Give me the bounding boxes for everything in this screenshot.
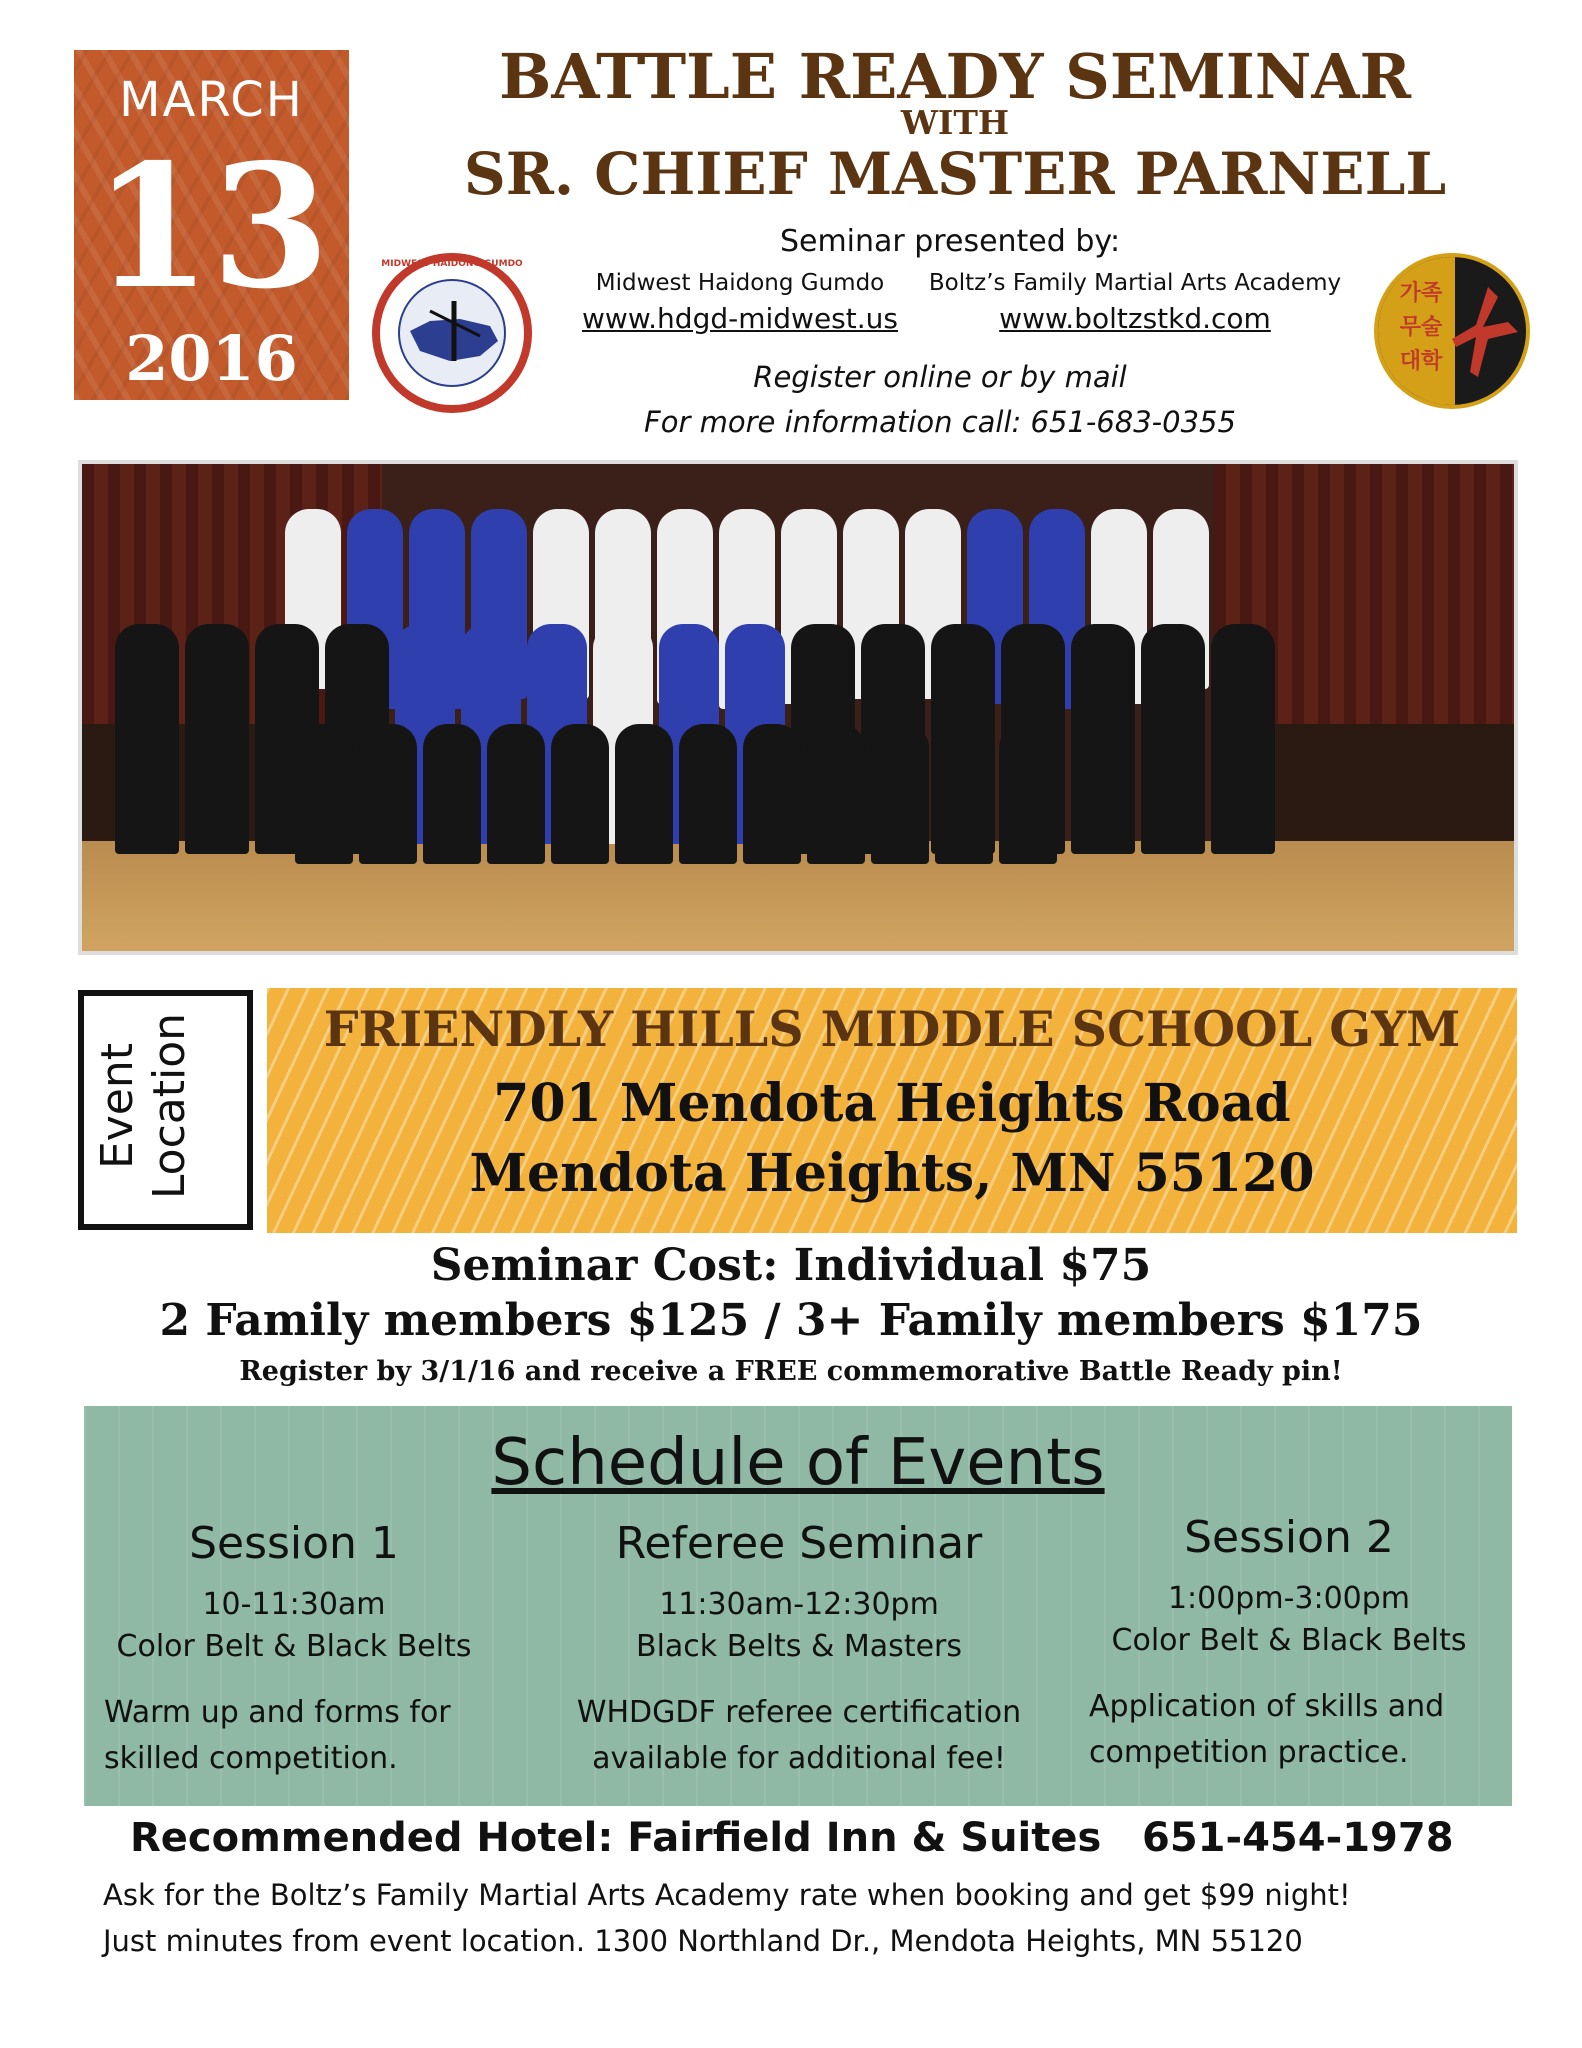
cost-individual: Seminar Cost: Individual $75 [430, 1240, 1152, 1291]
org2-website-link[interactable]: www.boltzstkd.com [999, 302, 1271, 335]
date-day: 13 [93, 127, 330, 327]
address-line1: 701 Mendota Heights Road [493, 1073, 1291, 1134]
hotel-name: Recommended Hotel: Fairfield Inn & Suites [130, 1815, 1102, 1861]
hotel-location-note: Just minutes from event location. 1300 Northland Dr., Mendota Heights, MN 55120 [103, 1924, 1303, 1958]
hotel-rate-note: Ask for the Boltz’s Family Martial Arts Academy rate when booking and get $99 night! [103, 1878, 1351, 1912]
logo-hangul: 가족 무술 대학 [1399, 281, 1443, 374]
promo-note: Register by 3/1/16 and receive a FREE commemorative Battle Ready pin! [239, 1356, 1343, 1387]
session-audience: Black Belts & Masters [635, 1629, 962, 1664]
session-name: Session 2 [1184, 1512, 1394, 1563]
schedule-title: Schedule of Events [491, 1426, 1105, 1500]
cost-family: 2 Family members $125 / 3+ Family members $175 [159, 1295, 1423, 1346]
session-audience: Color Belt & Black Belts [116, 1629, 472, 1664]
date-month: MARCH [119, 72, 304, 128]
session-time: 11:30am-12:30pm [659, 1587, 939, 1622]
address-line2: Mendota Heights, MN 55120 [469, 1143, 1315, 1204]
register-note: Register online or by mail [753, 360, 1127, 394]
session-description: Warm up and forms for skilled competition. [104, 1695, 451, 1776]
title-main: BATTLE READY SEMINAR [498, 40, 1412, 113]
schedule-panel [84, 1406, 1512, 1806]
venue-name: FRIENDLY HILLS MIDDLE SCHOOL GYM [323, 1000, 1461, 1058]
session-audience: Color Belt & Black Belts [1111, 1623, 1467, 1658]
hotel-phone: 651-454-1978 [1142, 1815, 1454, 1861]
kicker-icon [1448, 277, 1524, 387]
title-instructor: SR. CHIEF MASTER PARNELL [463, 140, 1447, 208]
org1-website-link[interactable]: www.hdgd-midwest.us [582, 302, 898, 335]
date-year: 2016 [125, 322, 298, 395]
referee-seminar [544, 1518, 1054, 1782]
date-block [74, 50, 349, 400]
session-time: 1:00pm-3:00pm [1167, 1581, 1411, 1616]
session-name: Session 1 [189, 1518, 399, 1569]
haidong-gumdo-logo [372, 253, 532, 413]
location-banner [267, 988, 1517, 1233]
session-description: Application of skills and competition practice. [1089, 1689, 1445, 1770]
presented-by: Seminar presented by: [779, 224, 1121, 259]
info-phone: For more information call: 651-683-0355 [644, 405, 1236, 439]
org1-name: Midwest Haidong Gumdo [595, 270, 885, 296]
logo-ring-text: MIDWEST HAIDONG GUMDO [381, 259, 523, 269]
session-1 [94, 1518, 494, 1782]
group-photo [78, 460, 1518, 955]
map-icon [398, 279, 506, 387]
event-location-label [78, 990, 253, 1230]
event-location-text: Event Location [92, 1012, 195, 1200]
session-description: WHDGDF referee certification available for additional fee! [576, 1695, 1022, 1776]
session-name: Referee Seminar [615, 1518, 983, 1569]
session-2 [1069, 1512, 1509, 1776]
org2-name: Boltz’s Family Martial Arts Academy [928, 270, 1342, 296]
session-time: 10-11:30am [202, 1587, 386, 1622]
boltz-academy-logo [1374, 253, 1530, 409]
title-with: WITH [900, 103, 1010, 142]
